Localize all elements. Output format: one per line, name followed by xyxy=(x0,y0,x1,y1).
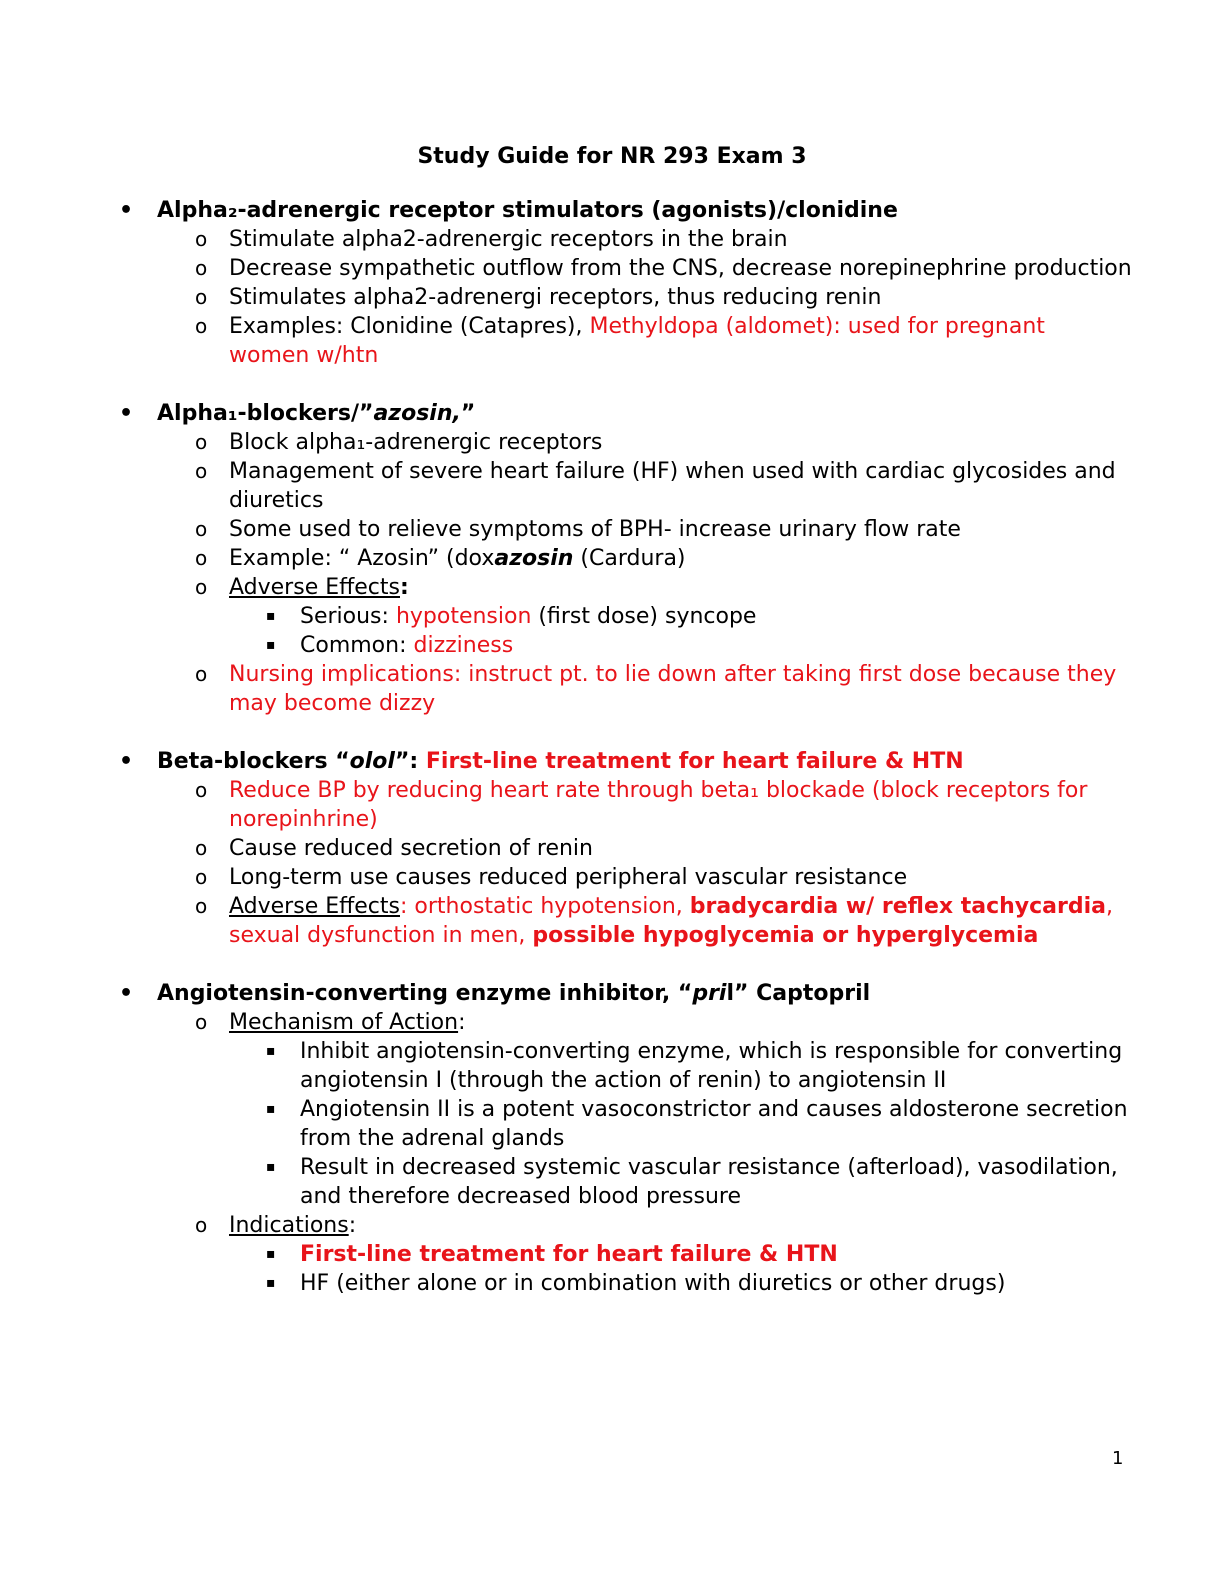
item-text: Result in decreased systemic vascular resistance (afterload), vasodilation, and therefore decreased blood pressure xyxy=(300,1155,1118,1209)
bullet-circle: o xyxy=(195,1213,208,1237)
sub-list-item xyxy=(0,631,1224,660)
adverse-text: orthostatic hypotension, xyxy=(414,894,690,919)
moa-colon: : xyxy=(458,1010,466,1035)
list-item xyxy=(0,457,1224,515)
section-ace-inhibitors xyxy=(0,979,1224,1298)
sub-list-item xyxy=(0,1037,1224,1095)
list-item xyxy=(0,544,1224,573)
item-text: Block alpha₁-adrenergic receptors xyxy=(229,430,603,455)
list-item xyxy=(0,573,1224,602)
item-text: Cause reduced secretion of renin xyxy=(229,836,593,861)
list-item xyxy=(0,225,1224,254)
page-number: 1 xyxy=(1112,1448,1124,1469)
section-alpha2-agonists xyxy=(0,196,1224,370)
serious-label: Serious: xyxy=(300,604,396,629)
item-text: Angiotensin II is a potent vasoconstrictor and causes aldosterone secretion from the adrenal glands xyxy=(300,1097,1128,1151)
list-item xyxy=(0,1211,1224,1240)
list-item xyxy=(0,863,1224,892)
section-beta-blockers xyxy=(0,747,1224,950)
section-heading xyxy=(0,399,1224,428)
adverse-colon: : xyxy=(400,575,409,600)
sub-list-item xyxy=(0,1153,1224,1211)
bullet-circle: o xyxy=(195,778,208,802)
indication-highlight: First-line treatment for heart failure & HTN xyxy=(300,1242,838,1267)
list-item xyxy=(0,892,1224,950)
adverse-bold: bradycardia w/ reflex tachycardia xyxy=(689,894,1107,919)
heading-highlight: First-line treatment for heart failure & HTN xyxy=(425,749,964,774)
nursing-implications: Nursing implications: instruct pt. to lie down after taking first dose because they may become dizzy xyxy=(229,662,1117,716)
bullet-circle: o xyxy=(195,227,208,251)
sub-list-item xyxy=(0,1095,1224,1153)
bullet-square: ▪ xyxy=(266,1275,276,1291)
heading-text: Beta-blockers “ xyxy=(157,749,350,774)
item-text: Stimulate alpha2-adrenergic receptors in the brain xyxy=(229,227,788,252)
list-item xyxy=(0,776,1224,834)
example-brand: (Cardura) xyxy=(573,546,686,571)
sub-list-item xyxy=(0,1240,1224,1269)
examples-highlight: Methyldopa (aldomet): used for pregnant women w/htn xyxy=(229,314,1045,368)
sub-list-item xyxy=(0,602,1224,631)
bullet-square: ▪ xyxy=(266,1246,276,1262)
bullet-dot: • xyxy=(119,749,134,774)
bullet-circle: o xyxy=(195,314,208,338)
example-text: Example: “ Azosin” (dox xyxy=(229,546,495,571)
adverse-colon: : xyxy=(400,894,415,919)
bullet-circle: o xyxy=(195,1010,208,1034)
sub-list-item xyxy=(0,1269,1224,1298)
heading-drug: l” Captopril xyxy=(726,981,871,1006)
list-item xyxy=(0,834,1224,863)
list-item xyxy=(0,312,1224,370)
item-text: Some used to relieve symptoms of BPH- increase urinary flow rate xyxy=(229,517,961,542)
heading-quote: ” xyxy=(460,401,476,426)
bullet-dot: • xyxy=(119,198,134,223)
common-highlight: dizziness xyxy=(413,633,514,658)
bullet-circle: o xyxy=(195,459,208,483)
serious-rest: (first dose) syncope xyxy=(531,604,757,629)
heading-suffix: pri xyxy=(692,981,727,1006)
heading-text: Alpha₂-adrenergic receptor stimulators (agonists)/clonidine xyxy=(157,198,898,223)
example-suffix: azosin xyxy=(494,546,574,571)
heading-suffix: olol xyxy=(349,749,395,774)
bullet-circle: o xyxy=(195,517,208,541)
bullet-square: ▪ xyxy=(266,637,276,653)
heading-text: Angiotensin-converting enzyme inhibitor, “ xyxy=(157,981,693,1006)
item-text: Decrease sympathetic outflow from the CNS, decrease norepinephrine production xyxy=(229,256,1132,281)
section-alpha1-blockers xyxy=(0,399,1224,718)
bullet-square: ▪ xyxy=(266,1043,276,1059)
adverse-bold: possible hypoglycemia or hyperglycemia xyxy=(532,923,1039,948)
section-heading xyxy=(0,979,1224,1008)
item-text: Long-term use causes reduced peripheral vascular resistance xyxy=(229,865,908,890)
bullet-circle: o xyxy=(195,285,208,309)
adverse-effects-label: Adverse Effects xyxy=(229,894,400,919)
bullet-dot: • xyxy=(119,981,134,1006)
section-heading xyxy=(0,747,1224,776)
serious-highlight: hypotension xyxy=(395,604,532,629)
bullet-square: ▪ xyxy=(266,1159,276,1175)
bullet-circle: o xyxy=(195,546,208,570)
moa-label: Mechanism of Action xyxy=(229,1010,459,1035)
document-body xyxy=(0,196,1224,1327)
bullet-circle: o xyxy=(195,865,208,889)
indications-colon: : xyxy=(348,1213,357,1238)
bullet-circle: o xyxy=(195,430,208,454)
item-text: Management of severe heart failure (HF) when used with cardiac glycosides and diuretics xyxy=(229,459,1116,513)
list-item xyxy=(0,283,1224,312)
bullet-circle: o xyxy=(195,575,208,599)
bullet-dot: • xyxy=(119,401,134,426)
list-item xyxy=(0,515,1224,544)
list-item xyxy=(0,254,1224,283)
bullet-circle: o xyxy=(195,836,208,860)
bullet-square: ▪ xyxy=(266,1101,276,1117)
adverse-text: , sexual dysfunction in men, xyxy=(229,894,1114,948)
list-item xyxy=(0,428,1224,457)
item-text: Inhibit angiotensin-converting enzyme, which is responsible for converting angiotensin I (through the action of renin) to angiotensin II xyxy=(300,1039,1123,1093)
heading-suffix: azosin, xyxy=(373,401,461,426)
bullet-circle: o xyxy=(195,662,208,686)
list-item xyxy=(0,1008,1224,1037)
bullet-square: ▪ xyxy=(266,608,276,624)
section-heading xyxy=(0,196,1224,225)
list-item xyxy=(0,660,1224,718)
examples-text: Examples: Clonidine (Catapres), xyxy=(229,314,590,339)
item-text: HF (either alone or in combination with diuretics or other drugs) xyxy=(300,1271,1006,1296)
item-text: Reduce BP by reducing heart rate through beta₁ blockade (block receptors for norepinhrine) xyxy=(229,778,1088,832)
bullet-circle: o xyxy=(195,256,208,280)
common-label: Common: xyxy=(300,633,414,658)
heading-quote: ”: xyxy=(394,749,426,774)
adverse-effects-label: Adverse Effects xyxy=(229,575,400,600)
indications-label: Indications xyxy=(229,1213,349,1238)
page-title: Study Guide for NR 293 Exam 3 xyxy=(417,144,807,169)
bullet-circle: o xyxy=(195,894,208,918)
item-text: Stimulates alpha2-adrenergi receptors, thus reducing renin xyxy=(229,285,882,310)
heading-text: Alpha₁-blockers/” xyxy=(157,401,374,426)
